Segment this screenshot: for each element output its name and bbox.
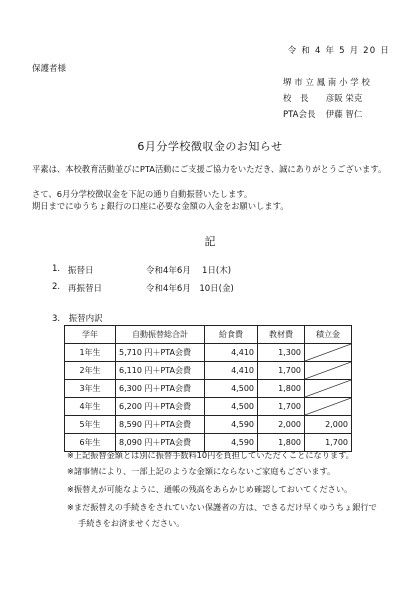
- cell-saving-empty: [305, 344, 352, 362]
- cell-material: 2,000: [258, 416, 305, 434]
- school-name: 堺 市 立 鳳 南 小 学 校: [283, 78, 370, 88]
- sender-pta: [283, 108, 362, 120]
- cell-total: 6,300 円＋PTA会費: [116, 380, 205, 398]
- note-2: ※諸事情により、一部上記のような金額にならないご家庭もございます。: [67, 466, 336, 476]
- pta-name: 伊藤 智仁: [325, 110, 363, 120]
- schedule-date: 令和4年6月 1日(木): [146, 266, 232, 276]
- cell-lunch: 4,500: [205, 398, 258, 416]
- cell-lunch: 4,410: [205, 362, 258, 380]
- note-4: ※まだ振替えの手続きをされていない保護者の方は、できるだけ早くゆうちょ銀行で: [67, 502, 377, 512]
- header-grade: 学年: [65, 326, 116, 344]
- schedule-number: 2.: [52, 282, 61, 292]
- cell-lunch: 4,500: [205, 380, 258, 398]
- greeting-text: 平素は、本校教育活動並びにPTA活動にご支援ご協力をいただき、誠にありがとうございます。: [32, 164, 387, 174]
- principal-title: 校 長: [283, 94, 309, 104]
- cell-lunch: 4,590: [205, 416, 258, 434]
- cell-saving-empty: [305, 362, 352, 380]
- cell-material: 1,700: [258, 362, 305, 380]
- table-header-row: [65, 326, 352, 344]
- sender-principal: [283, 92, 362, 104]
- table-row: [65, 434, 352, 452]
- cell-material: 1,700: [258, 398, 305, 416]
- table-row: [65, 362, 352, 380]
- cell-material: 1,300: [258, 344, 305, 362]
- note-3: ※振替えが可能なように、通帳の残高をあらかじめ確認しておいてください。: [67, 484, 353, 494]
- cell-saving-empty: [305, 380, 352, 398]
- cell-total: 6,110 円＋PTA会費: [116, 362, 205, 380]
- table-row: [65, 380, 352, 398]
- cell-grade: 5年生: [65, 416, 116, 434]
- cell-grade: 3年生: [65, 380, 116, 398]
- pta-title: PTA会長: [283, 110, 316, 120]
- cell-lunch: 4,590: [205, 434, 258, 452]
- table-row: [65, 416, 352, 434]
- principal-name: 彦阪 栄克: [325, 94, 363, 104]
- cell-total: 5,710 円＋PTA会費: [116, 344, 205, 362]
- fee-table: [64, 325, 352, 452]
- recipient: 保護者様: [32, 64, 67, 74]
- cell-grade: 4年生: [65, 398, 116, 416]
- cell-total: 6,200 円＋PTA会費: [116, 398, 205, 416]
- cell-grade: 6年生: [65, 434, 116, 452]
- cell-lunch: 4,410: [205, 344, 258, 362]
- cell-material: 1,800: [258, 434, 305, 452]
- body-line-1: さて、6月分学校徴収金を下記の通り自動振替いたします。: [32, 189, 253, 199]
- header-saving: 積立金: [305, 326, 352, 344]
- ki-heading: 記: [204, 235, 216, 248]
- cell-grade: 1年生: [65, 344, 116, 362]
- cell-total: 8,590 円＋PTA会費: [116, 416, 205, 434]
- cell-saving-empty: [305, 398, 352, 416]
- cell-material: 1,800: [258, 380, 305, 398]
- header-total: 自動振替総合計: [116, 326, 205, 344]
- document-date: 令 和 4 年 5 月 20 日: [287, 46, 390, 56]
- table-row: [65, 344, 352, 362]
- schedule-date: 令和4年6月 10日(金): [146, 284, 234, 294]
- schedule-label: 再振替日: [68, 284, 103, 294]
- sender-school: [283, 76, 370, 88]
- cell-grade: 2年生: [65, 362, 116, 380]
- schedule-number: 1.: [52, 264, 61, 274]
- breakdown-heading: 3. 振替内訳: [52, 314, 103, 324]
- cell-saving: 2,000: [305, 416, 352, 434]
- note-1: ※上記振替金額とは別に振替手数料10円を負担していただくことになります。: [67, 450, 354, 460]
- note-4-continued: 手続きをお済ませください。: [78, 518, 185, 528]
- schedule-label: 振替日: [68, 266, 94, 276]
- body-line-2: 期日までにゆうちょ銀行の口座に必要な金額の入金をお願いします。: [32, 201, 289, 211]
- header-material: 教材費: [258, 326, 305, 344]
- cell-total: 8,090 円＋PTA会費: [116, 434, 205, 452]
- header-lunch: 給食費: [205, 326, 258, 344]
- document-title: 6月分学校徴収金のお知らせ: [137, 140, 283, 153]
- table-row: [65, 398, 352, 416]
- cell-saving: 1,700: [305, 434, 352, 452]
